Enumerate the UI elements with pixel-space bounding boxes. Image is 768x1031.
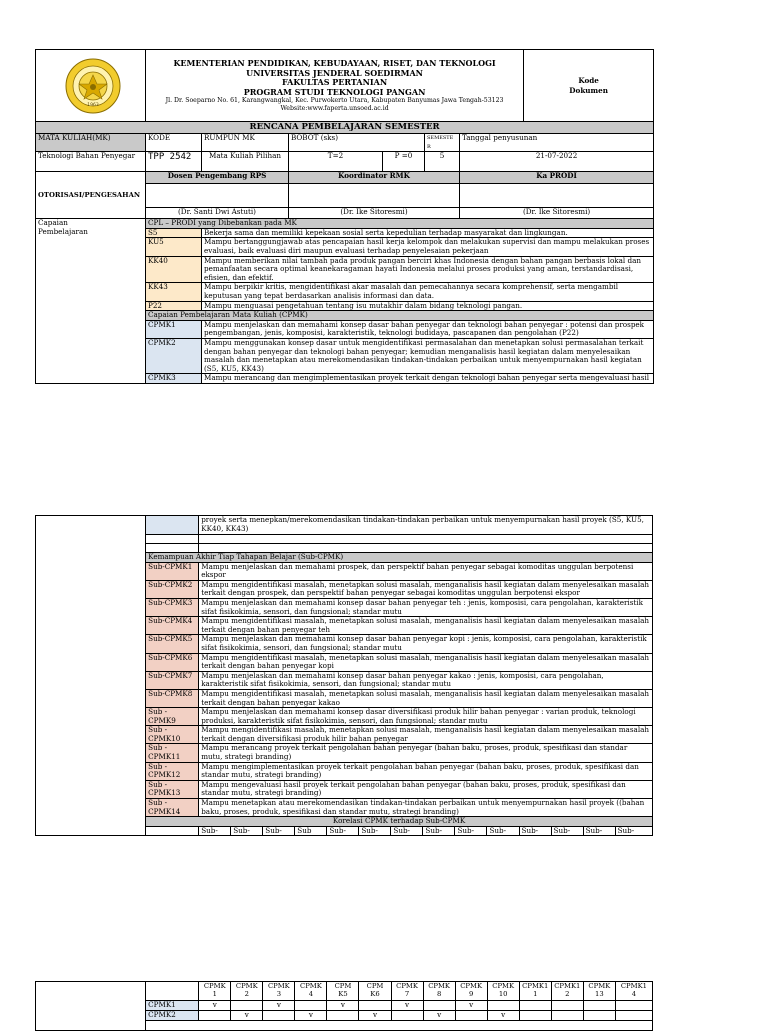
matrix-mark-cell — [519, 1011, 551, 1021]
sub-cpmk-text: Mampu mengidentifikasi masalah, menetapkan solusi masalah, menganalisis hasil kegiatan dalam menyelesaikan masalah terkait dengan diversifikasi produk hilir bahan penyegar — [199, 726, 653, 744]
cpl-code: S5 — [146, 228, 202, 238]
matrix-mark-cell — [615, 1011, 652, 1021]
program-name: PROGRAM STUDI TEKNOLOGI PANGAN — [243, 86, 426, 97]
koordinator-label: Koordinator RMK — [289, 172, 460, 184]
korelasi-sub-cell: Sub- — [327, 826, 359, 836]
matrix-column-header: CPM K6 — [359, 982, 391, 1001]
sub-cpmk-code: Sub-CPMK5 — [146, 635, 199, 653]
matrix-row-label: CPMK2 — [146, 1011, 199, 1021]
matrix-column-header: CPM K5 — [327, 982, 359, 1001]
cpl-text: Mampu berpikir kritis, mengidentifikasi akar masalah dan pemecahannya secara komprehensif, serta mengambil keputusan yang tepat berdasarkan analisis informasi dan data. — [202, 283, 654, 301]
matrix-mark-cell: v — [295, 1011, 327, 1021]
cpl-code: KK43 — [146, 283, 202, 301]
matrix-mark-cell — [231, 1001, 263, 1011]
sub-cpmk-text: Mampu menjelaskan dan memahami konsep dasar bahan penyegar kakao : jenis, komposisi, cara pengolahan, karakteristik sifat fisikokimia, sensori, dan fungsional; standar mutu — [199, 671, 653, 689]
matrix-column-header: CPMK 8 — [423, 982, 455, 1001]
sub-cpmk-code: Sub-CPMK7 — [146, 671, 199, 689]
cpmk-code: CPMK2 — [146, 338, 202, 373]
korelasi-sub-cell: Sub- — [487, 826, 519, 836]
sub-cpmk-code: Sub-CPMK8 — [146, 689, 199, 707]
rps-page2-table — [35, 515, 653, 836]
kode-label: Kode — [578, 75, 599, 85]
faculty-name: FAKULTAS PERTANIAN — [281, 77, 388, 87]
kode-dokumen — [524, 50, 654, 122]
sub-cpmk-code: Sub - CPMK12 — [146, 762, 199, 780]
matrix-mark-cell — [423, 1001, 455, 1011]
matrix-column-header: CPMK1 4 — [615, 982, 652, 1001]
rumpun-value: Mata Kuliah Pilihan — [202, 152, 289, 172]
sub-cpmk-header: Kemampuan Akhir Tiap Tahapan Belajar (Sub-CPMK) — [146, 553, 653, 563]
sub-cpmk-code: Sub-CPMK1 — [146, 562, 199, 580]
cpl-text: Mampu menguasai pengetahuan tentang isu mutakhir dalam bidang teknologi pangan. — [202, 301, 654, 311]
matrix-column-header: CPMK 9 — [455, 982, 487, 1001]
matrix-mark-cell — [391, 1011, 423, 1021]
matrix-mark-cell: v — [455, 1001, 487, 1011]
sub-cpmk-code: Sub-CPMK3 — [146, 598, 199, 616]
corner-blank — [146, 982, 199, 1001]
matrix-mark-cell — [359, 1001, 391, 1011]
sub-cpmk-code: Sub - CPMK11 — [146, 744, 199, 762]
korelasi-blank — [146, 826, 199, 836]
university-logo — [38, 51, 146, 121]
matrix-mark-cell — [487, 1001, 519, 1011]
sub-cpmk-code: Sub - CPMK13 — [146, 780, 199, 798]
kode-value: TPP 2542 — [146, 152, 202, 172]
matrix-mark-cell — [455, 1011, 487, 1021]
matrix-mark-cell — [583, 1011, 615, 1021]
sub-cpmk-text: Mampu mengidentifikasi masalah, menetapkan solusi masalah, menganalisis hasil kegiatan dalam menyelesaikan masalah terkait dengan bahan penyegar kopi — [199, 653, 653, 671]
sub-cpmk-text: Mampu menjelaskan dan memahami konsep dasar bahan penyegar teh : jenis, komposisi, cara pengolahan, karakteristik sifat fisikokimia, sensori, dan fungsional; standar mutu — [199, 598, 653, 616]
matrix-mark-cell — [583, 1001, 615, 1011]
matrix-mark-cell — [263, 1011, 295, 1021]
sub-cpmk-text: Mampu menjelaskan dan memahami konsep dasar bahan penyegar kopi : jenis, komposisi, cara pengolahan, karakteristik sifat fisikokimia, sensori, dan fungsional; standar mutu — [199, 635, 653, 653]
sub-cpmk-text: Mampu mengidentifikasi masalah, menetapkan solusi masalah, menganalisis hasil kegiatan dalam menyelesaikan masalah terkait dengan prospek, dan perspektif bahan penyegar sebagai komoditas unggulan berpotensi ekspor — [199, 580, 653, 598]
cpmk-code: CPMK1 — [146, 320, 202, 338]
korelasi-sub-cell: Sub- — [231, 826, 263, 836]
cpmk3-text-cont: proyek serta menepkan/merekomendasikan tindakan-tindakan perbaikan untuk menyempurnakan hasil proyek (S5, KU5, KK40, KK43) — [199, 516, 653, 535]
sub-cpmk-text: Mampu menetapkan atau merekomendasikan tindakan-tindakan perbaikan untuk menyempurnakan hasil proyek ((bahan baku, proses, produk, spesifikasi dan standar mutu, strategi branding) — [199, 799, 653, 817]
koordinator-name: (Dr. Ike Sitoresmi) — [289, 208, 460, 219]
dosen-label: Dosen Pengembang RPS — [146, 172, 289, 184]
cpl-code: KK40 — [146, 256, 202, 283]
matrix-column-header: CPMK 4 — [295, 982, 327, 1001]
semester-value: 5 — [425, 152, 460, 172]
matrix-mark-cell — [327, 1011, 359, 1021]
logo-year: 1963 — [87, 102, 99, 108]
sub-cpmk-text: Mampu menjelaskan dan memahami konsep dasar diversifikasi produk hilir bahan penyegar : varian produk, teknologi produksi, karakteristik sifat fisikokimia, sensori, dan fungsional; standar mutu — [199, 708, 653, 726]
blank-cell — [199, 544, 653, 553]
dokumen-label: Dokumen — [569, 85, 608, 95]
address: Jl. Dr. Soeparno No. 61, Karangwangkal, Kec. Purwokerto Utara, Kabupaten Banyumas Jawa Tengah-53123 — [165, 97, 504, 104]
cpmk-text: Mampu merancang dan mengimplementasikan proyek terkait dengan teknologi bahan penyegar serta mengevaluasi hasil — [202, 374, 654, 384]
rumpun-header: RUMPUN MK — [202, 134, 289, 152]
matrix-column-header: CPMK 2 — [231, 982, 263, 1001]
matrix-mark-cell — [519, 1001, 551, 1011]
matrix-mark-cell: v — [391, 1001, 423, 1011]
matrix-column-header: CPMK 13 — [583, 982, 615, 1001]
capaian-label — [36, 219, 146, 384]
matrix-column-header: CPMK 10 — [487, 982, 519, 1001]
tanggal-value: 21-07-2022 — [460, 152, 654, 172]
semester-header: SEMESTER — [425, 134, 460, 152]
matrix-row-label: CPMK1 — [146, 1001, 199, 1011]
bobot-p-value: P =0 — [383, 152, 425, 172]
blank-row — [146, 1021, 653, 1031]
bobot-header: BOBOT (sks) — [289, 134, 425, 152]
tanggal-header: Tanggal penyusunan — [460, 134, 654, 152]
matrix-mark-cell — [295, 1001, 327, 1011]
cpmk-code: CPMK3 — [146, 374, 202, 384]
bobot-t-value: T=2 — [289, 152, 383, 172]
ministry-name: KEMENTERIAN PENDIDIKAN, KEBUDAYAAN, RISET, DAN TEKNOLOGI — [173, 58, 496, 68]
korelasi-sub-cell: Sub- — [615, 826, 652, 836]
korelasi-sub-cell: Sub- — [551, 826, 583, 836]
matrix-mark-cell: v — [231, 1011, 263, 1021]
cpl-code: P22 — [146, 301, 202, 311]
matrix-mark-cell — [615, 1001, 652, 1011]
matrix-column-header: CPMK1 2 — [551, 982, 583, 1001]
korelasi-sub-cell: Sub- — [391, 826, 423, 836]
university-name: UNIVERSITAS JENDERAL SOEDIRMAN — [246, 67, 423, 78]
matrix-mark-cell — [199, 1011, 231, 1021]
logo-cell — [36, 50, 146, 122]
blank-cell — [199, 535, 653, 544]
matrix-column-header: CPMK 7 — [391, 982, 423, 1001]
cpl-code: KU5 — [146, 238, 202, 256]
matrix-mark-cell: v — [359, 1011, 391, 1021]
sub-cpmk-code: Sub-CPMK6 — [146, 653, 199, 671]
kaprodi-label: Ka PRODI — [460, 172, 654, 184]
korelasi-sub-cell: Sub- — [199, 826, 231, 836]
matrix-mark-cell — [551, 1001, 583, 1011]
matrix-mark-cell: v — [327, 1001, 359, 1011]
cpmk-text: Mampu menjelaskan dan memahami konsep dasar bahan penyegar dan teknologi bahan penyegar : potensi dan prospek pengembangan, jenis, komposisi, karakteristik, teknologi budidaya, pascapanen dan pengolahan (P22) — [202, 320, 654, 338]
blank-cell — [146, 544, 199, 553]
cpmk3-code-cont — [146, 516, 199, 535]
cpmk-text: Mampu menggunakan konsep dasar untuk mengidentifikasi permasalahan dan menetapkan solusi permasalahan terkait dengan bahan penyegar dan teknologi bahan penyegar; kemudian menganalisis hasil kegiatan dalam menyelesaikan masalah dan menetapkan atau merekomendasikan tindakan-tindakan perbaikan untuk menyempurnakan hasil kegiatan (S5, KU5, KK43) — [202, 338, 654, 373]
dosen-sign-space — [146, 184, 289, 208]
sub-cpmk-text: Mampu merancang proyek terkait pengolahan bahan penyegar (bahan baku, proses, produk, spesifikasi dan standar mutu, strategi branding) — [199, 744, 653, 762]
cpl-header: CPL – PRODI yang Dibebankan pada MK — [146, 219, 654, 229]
korelasi-sub-cell: Sub- — [583, 826, 615, 836]
koordinator-sign-space — [289, 184, 460, 208]
korelasi-sub-cell: Sub- — [455, 826, 487, 836]
capaian-label-cont — [36, 516, 146, 836]
sub-cpmk-text: Mampu mengidentifikasi masalah, menetapkan solusi masalah, menganalisis hasil kegiatan dalam menyelesaikan masalah terkait dengan bahan penyegar kakao — [199, 689, 653, 707]
matrix-mark-cell — [551, 1011, 583, 1021]
sub-cpmk-text: Mampu mengevaluasi hasil proyek terkait pengolahan bahan penyegar (bahan baku, proses, produk, spesifikasi dan standar mutu, strategi branding) — [199, 780, 653, 798]
matrix-mark-cell: v — [487, 1011, 519, 1021]
sub-cpmk-text: Mampu menjelaskan dan memahami prospek, dan perspektif bahan penyegar sebagai komoditas unggulan berpotensi ekspor — [199, 562, 653, 580]
dosen-name: (Dr. Santi Dwi Astuti) — [146, 208, 289, 219]
document-title: RENCANA PEMBELAJARAN SEMESTER — [36, 122, 654, 134]
sub-cpmk-code: Sub-CPMK4 — [146, 617, 199, 635]
korelasi-sub-cell: Sub- — [423, 826, 455, 836]
otorisasi-label: OTORISASI/PENGESAHAN — [36, 172, 146, 219]
sub-cpmk-code: Sub - CPMK14 — [146, 799, 199, 817]
sub-cpmk-text: Mampu mengimplementasikan proyek terkait pengolahan bahan penyegar (bahan baku, proses, produk, spesifikasi dan standar mutu, strategi branding) — [199, 762, 653, 780]
sub-cpmk-code: Sub - CPMK9 — [146, 708, 199, 726]
cpmk-header: Capaian Pembelajaran Mata Kuliah (CPMK) — [146, 311, 654, 321]
matrix-mark-cell: v — [199, 1001, 231, 1011]
kaprodi-sign-space — [460, 184, 654, 208]
kode-header: KODE — [146, 134, 202, 152]
cpl-text: Bekerja sama dan memiliki kepekaan sosial serta kepedulian terhadap masyarakat dan lingkungan. — [202, 228, 654, 238]
korelasi-sub-cell: Sub- — [519, 826, 551, 836]
matrix-column-header: CPMK 1 — [199, 982, 231, 1001]
mk-header: MATA KULIAH(MK) — [36, 134, 146, 152]
korelasi-sub-cell: Sub- — [359, 826, 391, 836]
sub-cpmk-code: Sub-CPMK2 — [146, 580, 199, 598]
capaian-label-cont2 — [36, 982, 146, 1031]
capaian-label-2: Pembelajaran — [38, 226, 88, 236]
institution-header — [146, 50, 524, 122]
matrix-mark-cell: v — [263, 1001, 295, 1011]
matrix-mark-cell: v — [423, 1011, 455, 1021]
rps-page1-table — [35, 49, 654, 384]
korelasi-sub-cell: Sub- — [263, 826, 295, 836]
korelasi-header: Korelasi CPMK terhadap Sub-CPMK — [146, 817, 653, 827]
sub-cpmk-code: Sub - CPMK10 — [146, 726, 199, 744]
mk-value: Teknologi Bahan Penyegar — [36, 152, 146, 172]
matrix-column-header: CPMK 3 — [263, 982, 295, 1001]
blank-cell — [146, 535, 199, 544]
matrix-column-header: CPMK1 1 — [519, 982, 551, 1001]
cpl-text: Mampu memberikan nilai tambah pada produk pangan berciri khas Indonesia dengan bahan pangan berbasis lokal dan pemanfaatan secara optimal keanekaragaman hayati Indonesia melalui proses produksi yang aman, terstandardisasi, efisien, dan efektif. — [202, 256, 654, 283]
kaprodi-name: (Dr. Ike Sitoresmi) — [460, 208, 654, 219]
korelasi-sub-cell: Sub — [295, 826, 327, 836]
cpl-text: Mampu bertanggungjawab atas pencapaian hasil kerja kelompok dan melakukan supervisi dan mampu melakukan proses evaluasi, baik evaluasi diri maupun evaluasi terhadap penyelesaian pekerjaan — [202, 238, 654, 256]
sub-cpmk-text: Mampu mengidentifikasi masalah, menetapkan solusi masalah, menganalisis hasil kegiatan dalam menyelesaikan masalah terkait dengan bahan penyegar teh — [199, 617, 653, 635]
website: Website:www.faperta.unsoed.ac.id — [280, 104, 389, 112]
capaian-label-1: Capaian — [38, 218, 68, 228]
